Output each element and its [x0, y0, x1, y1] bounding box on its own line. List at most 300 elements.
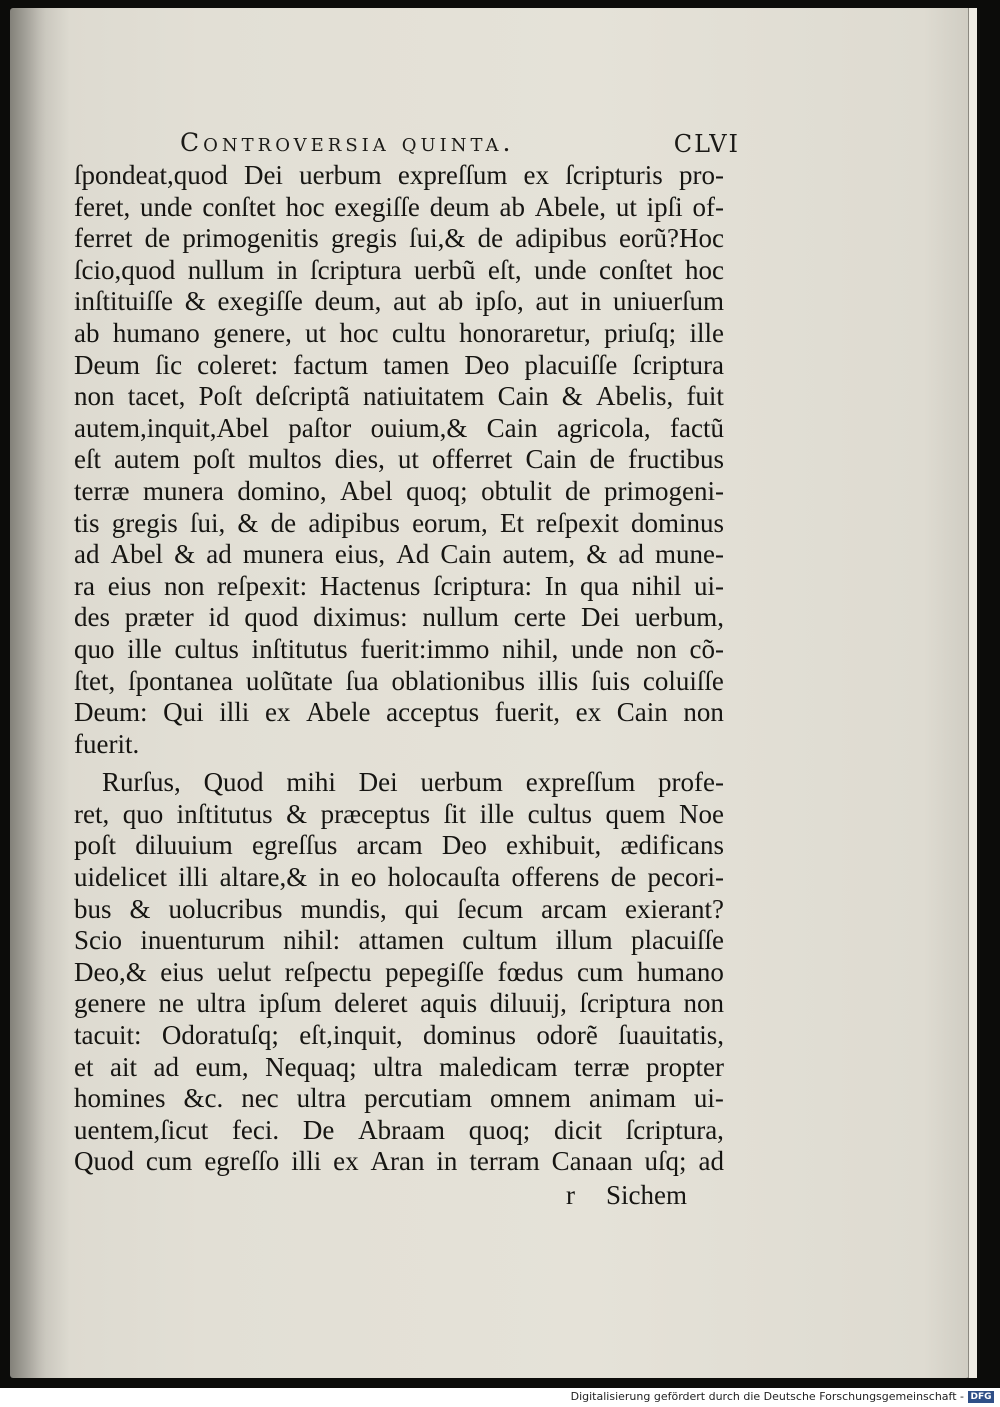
word: præter — [124, 602, 194, 633]
word: præceptus — [320, 798, 431, 829]
word: poſt — [193, 444, 236, 475]
word: inſtitutus — [176, 798, 273, 829]
word: ſit — [443, 798, 467, 829]
word: autem — [114, 444, 181, 475]
word: ad — [74, 539, 100, 570]
word: Dei — [358, 767, 398, 798]
word: multos — [248, 444, 322, 475]
word: nullum — [187, 254, 265, 285]
word: non — [636, 633, 677, 664]
word: Rurſus, — [102, 767, 181, 798]
word: exegiſſe — [217, 286, 303, 317]
word: ait — [109, 1051, 137, 1082]
word: ſic — [155, 349, 183, 380]
word: honoraretur, — [459, 317, 591, 348]
word: diluuium — [135, 830, 233, 861]
word: Abel — [340, 475, 393, 506]
word: in — [580, 286, 602, 317]
word: Hactenus — [319, 570, 421, 601]
text-line — [74, 350, 724, 382]
word: ferret — [74, 223, 133, 254]
word: ipſi — [646, 191, 683, 222]
page-edge — [968, 8, 977, 1378]
word: ſecum — [457, 893, 524, 924]
word: non — [683, 697, 724, 728]
word: Cain — [616, 697, 668, 728]
word: de — [144, 223, 171, 254]
word: munera — [242, 539, 324, 570]
word: in — [276, 254, 298, 285]
word: In — [544, 570, 568, 601]
word: ille — [689, 317, 724, 348]
word: non — [163, 570, 205, 601]
word: des — [74, 602, 110, 633]
word: et — [74, 1051, 94, 1082]
word: & — [237, 507, 259, 538]
word: Cain — [497, 381, 549, 412]
word: offerret — [431, 444, 513, 475]
word: fuerit, — [494, 697, 560, 728]
word: holocauſta — [387, 862, 501, 893]
dfg-logo: DFG — [968, 1391, 994, 1403]
word: & — [586, 539, 608, 570]
word: offerens — [511, 862, 600, 893]
word: ad — [153, 1051, 179, 1082]
word: poſt — [74, 830, 117, 861]
word: illi — [291, 1146, 322, 1177]
word: eo — [350, 862, 377, 893]
word: ad — [618, 539, 644, 570]
word: &c. — [183, 1083, 224, 1114]
word: de — [270, 507, 297, 538]
word: uidelicet — [74, 862, 167, 893]
word: conſtet — [202, 191, 276, 222]
word: & — [129, 893, 151, 924]
word: placuiſſe — [524, 349, 618, 380]
running-head: Controversia quinta. — [180, 128, 515, 157]
word: gregis — [111, 507, 178, 538]
text-line — [74, 192, 724, 224]
word: Aran — [370, 1146, 425, 1177]
word: animam — [588, 1083, 676, 1114]
word: Deum — [74, 349, 140, 380]
word: terræ — [74, 475, 130, 506]
binding-gutter-shadow — [10, 8, 70, 1378]
word: eſt, — [487, 254, 522, 285]
word: aut — [535, 286, 569, 317]
word: humano — [636, 956, 724, 987]
text-line: fuerit. — [74, 728, 140, 759]
word: domino, — [237, 475, 327, 506]
word: inſtitutus — [251, 633, 348, 664]
word: ſuauitatis, — [618, 1020, 724, 1051]
word: ſcriptura — [310, 254, 402, 285]
word: in — [436, 1146, 458, 1177]
word: arcam — [356, 830, 423, 861]
word: ouium,& — [370, 412, 468, 443]
word: genere, — [213, 317, 292, 348]
word: ultra — [196, 988, 247, 1019]
word: oblationibus — [391, 665, 525, 696]
word: Cain — [486, 412, 538, 443]
word: quoq; — [468, 1114, 531, 1145]
word: homines — [74, 1083, 166, 1114]
word: humano — [112, 317, 200, 348]
word: diluuij, — [489, 988, 567, 1019]
word: illis — [537, 665, 579, 696]
word: reſpectu — [284, 956, 372, 987]
digitization-footer — [0, 1388, 1000, 1407]
word: coluiſſe — [642, 665, 724, 696]
word: factum — [293, 349, 369, 380]
word: Deo — [464, 349, 510, 380]
word: ut — [615, 191, 637, 222]
word: Deo,& — [74, 956, 147, 987]
text-line — [74, 697, 724, 729]
word: reſpexit: — [217, 570, 308, 601]
word: ui- — [694, 570, 724, 601]
word: placuiſſe — [630, 925, 724, 956]
word: Ad — [396, 539, 430, 570]
text-line — [74, 862, 724, 894]
word: Odoratuſq; — [161, 1020, 279, 1051]
word: factũ — [669, 412, 724, 443]
word: cum — [576, 956, 624, 987]
word: obtulit — [481, 475, 552, 506]
word: percutiam — [364, 1083, 473, 1114]
word: acceptus — [386, 697, 480, 728]
word: ſtet, — [74, 665, 116, 696]
text-line — [74, 799, 724, 831]
word: mune- — [654, 539, 724, 570]
word: propter — [646, 1051, 724, 1082]
word: ſcriptura — [579, 988, 671, 1019]
word: ex — [575, 697, 602, 728]
word: maledicam — [439, 1051, 558, 1082]
word: qua — [580, 570, 620, 601]
word: profe- — [658, 767, 724, 798]
word: cultus — [527, 798, 593, 829]
folio-number: CLVI — [673, 130, 740, 158]
word: & — [174, 539, 196, 570]
word: uſq; — [644, 1146, 687, 1177]
word: genere — [74, 988, 146, 1019]
text-line — [74, 957, 724, 989]
word: nihil — [631, 570, 682, 601]
word: dicit — [554, 1114, 602, 1145]
word: priuſq; — [604, 317, 677, 348]
word: Dei — [243, 160, 283, 190]
word: primogenitis — [182, 223, 319, 254]
word: inſtituiſſe — [74, 286, 173, 317]
text-line — [74, 666, 724, 698]
word: tacet, — [127, 381, 186, 412]
text-line — [74, 988, 724, 1020]
text-line — [74, 160, 724, 192]
word: Abelis, — [596, 381, 674, 412]
word: altare,& — [219, 862, 308, 893]
word: autem, — [502, 539, 576, 570]
word: Deo — [441, 830, 487, 861]
word: ne — [158, 988, 184, 1019]
word: ipſum — [258, 988, 322, 1019]
word: feci. — [231, 1114, 280, 1145]
word: Scio — [74, 925, 123, 956]
word: aquis — [420, 988, 478, 1019]
text-line — [74, 444, 724, 476]
word: eum, — [195, 1051, 249, 1082]
word: omnem — [490, 1083, 571, 1114]
word: quod — [244, 602, 299, 633]
word: diximus: — [313, 602, 408, 633]
text-line — [74, 1146, 724, 1178]
word: Abele, — [534, 191, 607, 222]
text-line — [74, 894, 724, 926]
word: eorum, — [412, 507, 488, 538]
word: & — [184, 286, 206, 317]
word: ſua — [345, 665, 379, 696]
word: ex — [264, 697, 291, 728]
word: uerbum, — [634, 602, 724, 633]
word: feret, — [74, 191, 131, 222]
body-text — [74, 160, 724, 1178]
word: nihil, — [502, 633, 559, 664]
word: gregis — [331, 223, 397, 254]
word: ille — [127, 633, 162, 664]
word: nihil: — [283, 925, 341, 956]
word: cultu — [391, 317, 446, 348]
word: ut — [397, 444, 419, 475]
word: ſcriptura, — [625, 1114, 724, 1145]
word: eius, — [334, 539, 386, 570]
word: cõ- — [689, 633, 724, 664]
word: id — [208, 602, 230, 633]
text-line — [74, 223, 724, 255]
text-line — [74, 767, 724, 799]
text-line — [74, 476, 724, 508]
word: deſcriptã — [255, 381, 350, 412]
text-line — [74, 571, 724, 603]
word: expreſſum — [525, 767, 636, 798]
word: ra — [74, 570, 95, 601]
word: arcam — [541, 893, 608, 924]
word: quo — [74, 633, 115, 664]
word: De — [302, 1114, 335, 1145]
word: ſcriptura — [632, 349, 724, 380]
word: fuerit:immo — [360, 633, 490, 664]
text-line — [74, 539, 724, 571]
word: uniuerſum — [612, 286, 724, 317]
word: hoc — [684, 254, 724, 285]
paragraph-gap — [74, 760, 724, 767]
word: Quod — [203, 767, 264, 798]
word: ultra — [373, 1051, 423, 1082]
text-line — [74, 508, 724, 540]
word: conſtet — [599, 254, 673, 285]
word: Abraam — [358, 1114, 446, 1145]
word: dominus — [630, 507, 724, 538]
word: uerbũ — [414, 254, 476, 285]
text-line — [74, 286, 724, 318]
word: egreſſo — [204, 1146, 280, 1177]
word: uerbum — [420, 767, 503, 798]
word: uolũtate — [245, 665, 333, 696]
word: dominus — [423, 1020, 517, 1051]
word: bus — [74, 893, 112, 924]
word: dies, — [334, 444, 385, 475]
word: Deum: — [74, 697, 148, 728]
word: Abel — [110, 539, 164, 570]
word: ab — [74, 317, 100, 348]
word: fœdus — [497, 956, 564, 987]
word: uelut — [217, 956, 272, 987]
word: deum — [429, 191, 490, 222]
word: uerbum — [299, 160, 382, 190]
word: uolucribus — [168, 893, 283, 924]
word: illi — [178, 862, 209, 893]
word: inuenturum — [140, 925, 265, 956]
word: deleret — [334, 988, 408, 1019]
word: terram — [469, 1146, 540, 1177]
word: tis — [74, 507, 100, 538]
word: ſuis — [591, 665, 631, 696]
word: nullum — [422, 602, 499, 633]
word: of- — [692, 191, 724, 222]
word: ſcriptura: — [433, 570, 533, 601]
word: reſpexit — [536, 507, 619, 538]
word: ui- — [693, 1083, 724, 1114]
word: Quod — [74, 1146, 134, 1177]
word: eſt — [74, 444, 101, 475]
word: egreſſus — [251, 830, 338, 861]
text-line — [74, 1052, 724, 1084]
word: in — [318, 862, 340, 893]
word: nec — [241, 1083, 279, 1114]
word: munera — [142, 475, 224, 506]
word: eſt,inquit, — [299, 1020, 403, 1051]
word: ipſo, — [475, 286, 524, 317]
word: primogeni- — [604, 475, 724, 506]
word: Poſt — [198, 381, 243, 412]
word: Et — [500, 507, 525, 538]
word: autem,inquit,Abel — [74, 412, 269, 443]
word: Abele — [306, 697, 371, 728]
word: Qui — [163, 697, 204, 728]
funding-credit: Digitalisierung gefördert durch die Deutsche Forschungsgemeinschaft - — [570, 1390, 964, 1403]
word: ab — [437, 286, 464, 317]
word: aut — [393, 286, 427, 317]
word: unde — [140, 191, 193, 222]
word: hoc — [285, 191, 325, 222]
word: ret, — [74, 798, 110, 829]
word: ſpondeat,quod — [74, 160, 228, 190]
text-line — [74, 830, 724, 862]
word: attamen — [358, 925, 444, 956]
word: Cain — [525, 444, 577, 475]
word: adipibus — [515, 223, 607, 254]
word: de — [610, 862, 637, 893]
word: expreſſum — [397, 160, 508, 190]
word: odorẽ — [536, 1020, 598, 1051]
word: cum — [145, 1146, 193, 1177]
word: coleret: — [197, 349, 279, 380]
word: mundis, — [300, 893, 387, 924]
word: pecori- — [647, 862, 724, 893]
word: quem — [605, 798, 666, 829]
word: illi — [219, 697, 250, 728]
signature-mark: r — [566, 1180, 575, 1210]
word: pro- — [678, 160, 724, 190]
word: certe — [513, 602, 567, 633]
page-header — [180, 122, 740, 162]
text-line — [74, 413, 724, 445]
word: uentem,ſicut — [74, 1114, 209, 1145]
word: eius — [107, 570, 152, 601]
word: ille — [479, 798, 515, 829]
word: ex — [333, 1146, 359, 1177]
word: Dei — [580, 602, 620, 633]
word: Cain — [440, 539, 492, 570]
word: fructibus — [628, 444, 724, 475]
word: ad — [698, 1146, 724, 1177]
text-line — [74, 1020, 724, 1052]
text-line — [74, 1083, 724, 1115]
word: quo — [122, 798, 164, 829]
word: cultus — [174, 633, 239, 664]
word: exhibuit, — [506, 830, 602, 861]
word: de — [589, 444, 615, 475]
word: pepegiſſe — [385, 956, 485, 987]
word: de — [477, 223, 504, 254]
word: hoc — [339, 317, 379, 348]
text-line — [74, 1115, 724, 1147]
text-line — [74, 255, 724, 287]
word: paſtor — [288, 412, 352, 443]
word: ſcio,quod — [74, 254, 176, 285]
word: illum — [555, 925, 613, 956]
word: quoq; — [406, 475, 468, 506]
text-line — [74, 318, 724, 350]
catchword: Sichem — [606, 1180, 687, 1210]
word: & — [286, 798, 308, 829]
word: ſui, — [189, 507, 226, 538]
text-line — [74, 925, 724, 957]
word: ædificans — [620, 830, 724, 861]
word: Nequaq; — [265, 1051, 357, 1082]
word: fuit — [686, 381, 724, 412]
word: unde — [571, 633, 624, 664]
word: ſpontanea — [128, 665, 234, 696]
word: de — [565, 475, 591, 506]
word: natiuitatem — [362, 381, 485, 412]
word: tacuit: — [74, 1020, 142, 1051]
word: eorũ?Hoc — [618, 223, 724, 254]
word: unde — [534, 254, 587, 285]
text-line — [74, 381, 724, 413]
word: ut — [305, 317, 327, 348]
text-line — [74, 602, 724, 634]
word: agricola, — [556, 412, 651, 443]
word: exegiſſe — [334, 191, 420, 222]
word: eius — [160, 956, 204, 987]
word: ſcripturis — [565, 160, 663, 190]
word: non — [683, 988, 724, 1019]
word: ad — [206, 539, 232, 570]
word: qui — [404, 893, 440, 924]
word: exierant? — [625, 893, 724, 924]
word: Noe — [679, 798, 724, 829]
word: mihi — [286, 767, 336, 798]
